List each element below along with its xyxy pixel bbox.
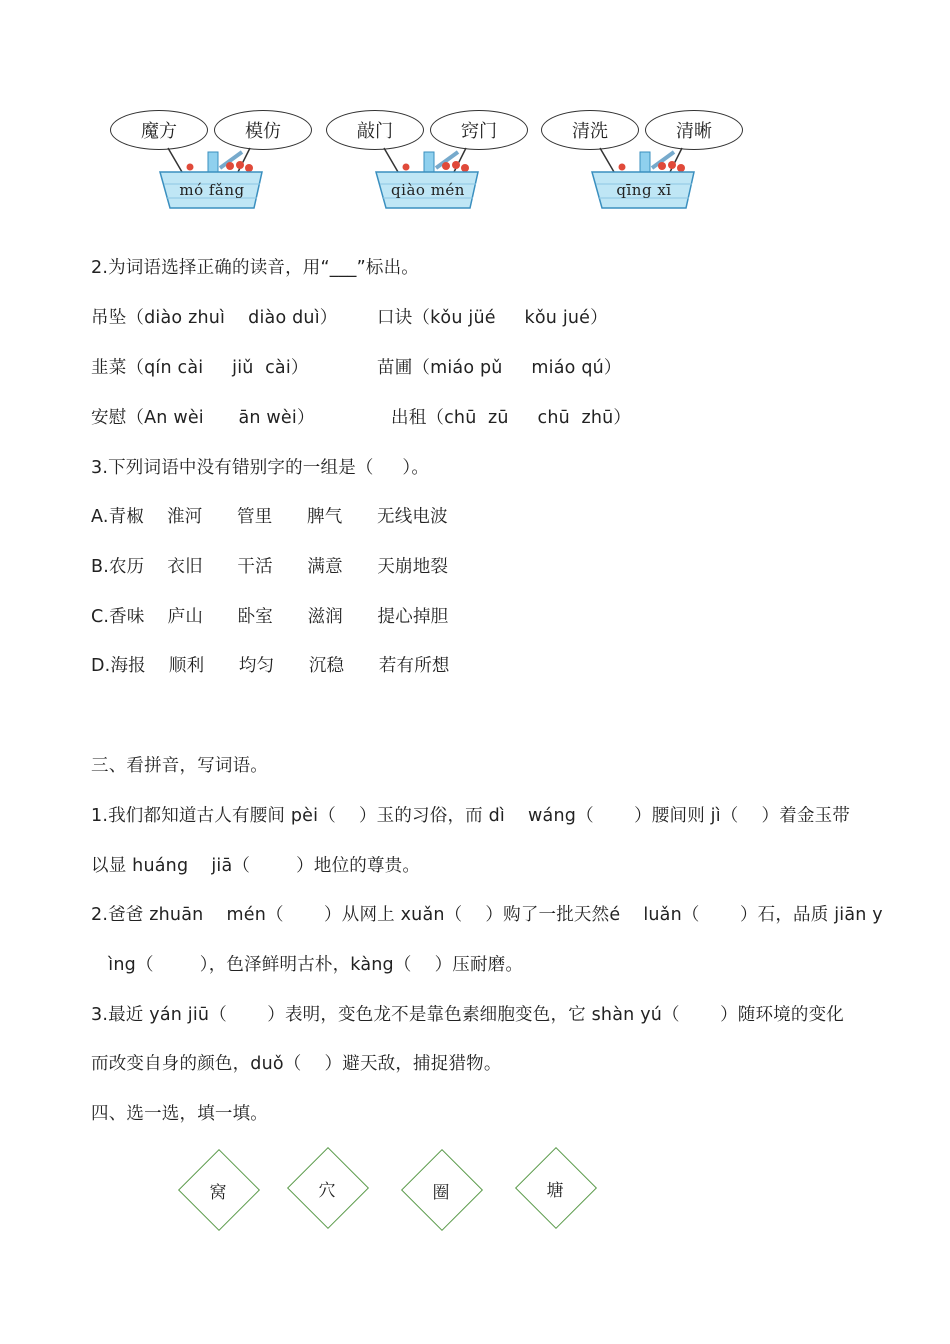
basket-pinyin: qīng xī <box>616 181 672 199</box>
choice-a[interactable]: A.青椒 淮河 管里 脾气 无线电波 <box>91 507 448 527</box>
section-3-title: 三、看拼音，写词语。 <box>91 756 268 776</box>
basket-pinyin: mó fǎng <box>179 181 245 199</box>
fill-blank-line[interactable]: 3.最近 yán jiū（ ）表明，变色龙不是靠色素细胞变色，它 shàn yú（ ）随环境的变化 <box>91 1005 844 1025</box>
fill-blank-line[interactable]: ìng（ ），色泽鲜明古朴，kàng（ ）压耐磨。 <box>91 955 524 975</box>
fill-blank-line[interactable]: 而改变自身的颜色，duǒ（ ）避天敌，捕捉猎物。 <box>91 1054 502 1074</box>
choice-c[interactable]: C.香味 庐山 卧室 滋润 提心掉胆 <box>91 607 449 627</box>
basket-icon <box>150 140 280 220</box>
section-4-title: 四、选一选，填一填。 <box>91 1104 268 1124</box>
diamond-char[interactable]: 圈 <box>432 1183 450 1203</box>
fill-blank-line[interactable]: 1.我们都知道古人有腰间 pèi（ ）玉的习俗，而 dì wáng（ ）腰间则 jì（ ）着金玉带 <box>91 806 851 826</box>
choice-b[interactable]: B.农历 衣旧 干活 满意 天崩地裂 <box>91 557 449 577</box>
basket-icon <box>366 140 496 220</box>
word-option-right[interactable]: 窍门 <box>430 110 528 150</box>
question-2-item[interactable]: 口诀（kǒu jüé kǒu jué） <box>377 308 608 328</box>
word-option-right[interactable]: 清晰 <box>645 110 743 150</box>
question-2-title: 2.为词语选择正确的读音，用“___”标出。 <box>91 258 419 278</box>
word-option-left[interactable]: 魔方 <box>110 110 208 150</box>
question-2-item[interactable]: 安慰（An wèi ān wèi） <box>91 408 315 428</box>
choice-d[interactable]: D.海报 顺利 均匀 沉稳 若有所想 <box>91 656 450 676</box>
basket-pinyin: qiào mén <box>391 181 465 199</box>
basket-icon <box>582 140 712 220</box>
word-option-left[interactable]: 清洗 <box>541 110 639 150</box>
diamond-char[interactable]: 塘 <box>546 1181 564 1201</box>
question-3-title: 3.下列词语中没有错别字的一组是（ ）。 <box>91 458 430 478</box>
word-option-left[interactable]: 敲门 <box>326 110 424 150</box>
question-2-item[interactable]: 韭菜（qín cài jiǔ cài） <box>91 358 309 378</box>
question-2-item[interactable]: 苗圃（miáo pǔ miáo qú） <box>377 358 622 378</box>
question-2-item[interactable]: 吊坠（diào zhuì diào duì） <box>91 308 338 328</box>
question-2-item[interactable]: 出租（chū zū chū zhū） <box>391 408 632 428</box>
fill-blank-line[interactable]: 2.爸爸 zhuān mén（ ）从网上 xuǎn（ ）购了一批天然é luǎn（ ）石，品质 jiān y <box>91 905 883 925</box>
word-option-right[interactable]: 模仿 <box>214 110 312 150</box>
diamond-char[interactable]: 窝 <box>209 1183 227 1203</box>
fill-blank-line[interactable]: 以显 huáng jiā（ ）地位的尊贵。 <box>91 856 421 876</box>
diamond-char[interactable]: 穴 <box>318 1181 336 1201</box>
